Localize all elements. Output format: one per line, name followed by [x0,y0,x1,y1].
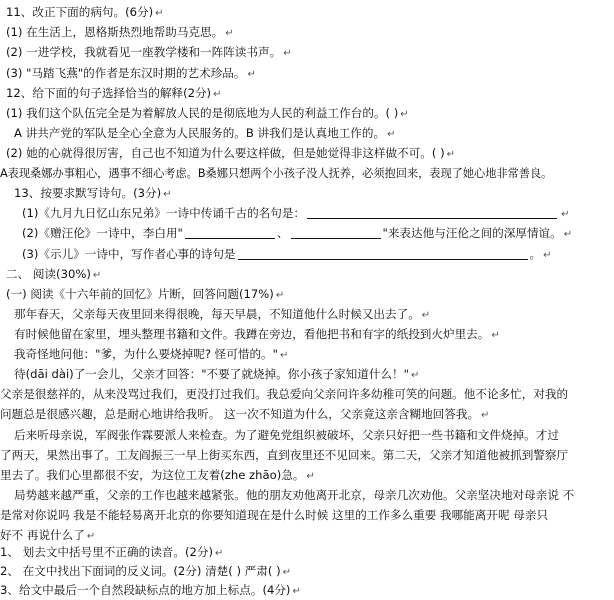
question-13-item-3: (3)《示儿》一诗中，写作者心事的诗句是 。 ↵ [22,247,552,261]
paragraph-mark-icon: ↵ [213,89,222,100]
passage-line: 里去了。我们心里都很不安，为这位工友着(zhe zhāo)急。 ↵ [0,468,315,482]
passage-line: 父亲是很慈祥的，从来没骂过我们，更没打过我们。我总爱向父亲问许多幼稚可笑的问题。他不论多忙，对我的 [0,387,569,401]
reading-question-1: 1、 划去文中括号里不正确的读音。(2分) ↵ [0,545,224,559]
paragraph-mark-icon: ↵ [491,330,500,341]
paragraph-mark-icon: ↵ [561,209,570,220]
question-11-item-3: (3) "马踏飞燕"的作者是东汉时期的艺术珍品。 ↵ [6,66,256,80]
question-13-item-1: (1)《九月九日忆山东兄弟》一诗中传诵千古的名句是： ↵ [22,206,570,220]
paragraph-mark-icon: ↵ [215,548,224,559]
passage-line: 我奇怪地问他："爹，为什么要烧掉呢? 怪可惜的。" ↵ [14,347,289,361]
paragraph-mark-icon: ↵ [275,290,285,301]
question-13-item-2: (2)《赠汪伦》一诗中，李白用" 、 "来表达他与汪伦之间的深厚情谊。 ↵ [22,226,573,240]
paragraph-mark-icon: ↵ [400,109,409,120]
paragraph-mark-icon: ↵ [163,189,172,200]
paragraph-mark-icon: ↵ [306,471,315,482]
passage-line: 是常对你说吗 我是不能轻易离开北京的你要知道现在是什么时候 这里的工作多么重要 我哪能离开呢 母亲只 [0,508,549,522]
question-12-item-2: (2) 她的心就得很厉害，自己也不知道为什么要这样做，但是她觉得非这样做不可。( ) ↵ [6,146,456,160]
paragraph-mark-icon: ↵ [411,370,420,381]
reading-1-heading: (一) 阅读《十六年前的回忆》片断，回答问题(17%) ↵ [6,287,285,301]
answer-blank[interactable] [238,245,528,260]
paragraph-mark-icon: ↵ [563,229,573,240]
passage-line: 后来听母亲说，军阀张作霖要派人来检查。为了避免党组织被破坏，父亲只好把一些书籍和文件烧掉。才过 [14,428,559,442]
section-2-heading: 二、 阅读(30%) ↵ [6,267,102,281]
question-12-item-1-options: A 讲共产党的军队是全心全意为人民服务的。B 讲我们是认真地工作的。 ↵ [14,126,396,140]
paragraph-mark-icon: ↵ [247,69,256,80]
passage-line: 好不 再说什么了 ↵ [0,528,96,542]
paragraph-mark-icon: ↵ [155,8,164,19]
answer-blank[interactable] [291,224,381,239]
passage-line: 待(dāi dài)了一会儿，父亲才回答："不要了就烧掉。你小孩子家知道什么！" ↵ [14,367,420,381]
paragraph-mark-icon: ↵ [446,149,456,160]
passage-line: 那年春天，父亲每天夜里回来得很晚，每天早晨，不知道他什么时候又出去了。 ↵ [14,307,431,321]
reading-question-2: 2、 在文中找出下面词的反义词。(2分) 清楚( ) 严肃( ) ↵ [0,564,291,578]
question-13-heading: 13、按要求默写诗句。(3分) ↵ [14,186,172,200]
paragraph-mark-icon: ↵ [225,28,234,39]
question-12-item-2-options: A表现桑娜办事粗心，遇事不细心考虑。B桑娜只想两个小孩子没人抚养，必须抱回来，表现了她心地非常善良。 [0,167,553,180]
passage-line: 局势越来越严重，父亲的工作也越来越紧张。他的朋友劝他离开北京，母亲几次劝他。父亲坚决地对母亲说 不 [14,488,575,502]
question-12-heading: 12、给下面的句子选择恰当的解释(2分) ↵ [6,86,222,100]
question-11-item-1: (1) 在生活上，恩格斯热烈地帮助马克思。 ↵ [6,25,234,39]
answer-blank[interactable] [185,224,275,239]
passage-line: 问题总是很感兴趣，总是耐心地讲给我听。 这一次不知道为什么，父亲竟这亲含糊地回答我。 ↵ [0,407,490,421]
answer-blank[interactable] [307,204,557,219]
paragraph-mark-icon: ↵ [283,48,292,59]
paragraph-mark-icon: ↵ [543,250,552,261]
paragraph-mark-icon: ↵ [86,531,96,542]
question-11-item-2: (2) 一进学校，我就看见一座教学楼和一阵阵读书声。 ↵ [6,45,292,59]
paragraph-mark-icon: ↵ [282,567,291,578]
paragraph-mark-icon: ↵ [421,310,431,321]
paragraph-mark-icon: ↵ [292,586,301,597]
paragraph-mark-icon: ↵ [481,410,490,421]
passage-line: 有时候他留在家里，埋头整理书籍和文件。我蹲在旁边，看他把书和有字的纸投到火炉里去。 ↵ [14,327,500,341]
reading-question-3: 3、给文中最后一个自然段缺标点的地方加上标点。(4分) ↵ [0,583,301,597]
paragraph-mark-icon: ↵ [279,350,289,361]
question-12-item-1: (1) 我们这个队伍完全是为着解放人民的是彻底地为人民的利益工作台的。( ) ↵ [6,106,409,120]
paragraph-mark-icon: ↵ [92,270,102,281]
paragraph-mark-icon: ↵ [387,129,396,140]
question-11-heading: 11、改正下面的病句。(6分) ↵ [6,5,164,19]
passage-line: 了两天，果然出事了。工友阎振三一早上街买东西，直到夜里还不见回来。第二天，父亲才知道他被抓到警察厅 [0,448,569,462]
